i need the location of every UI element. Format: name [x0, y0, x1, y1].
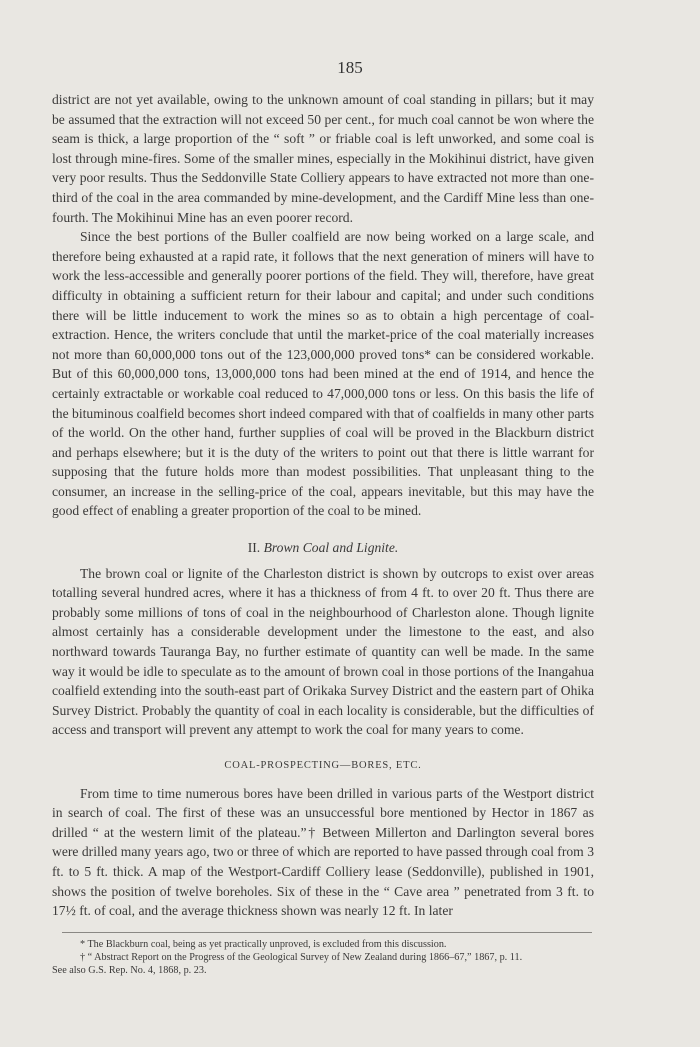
paragraph-1: district are not yet available, owing to the unknown amount of coal standing in pillars; but it may be assumed that the extraction will not exceed 50 per cent., for much coal cannot be won where the seam is thick, a large proportion of the “ soft ” or friable coal is left unworked, and some coal is lost through mine-fires. Some of the smaller mines, especially in the Mokihinui district, have given very poor results. Thus the Seddonville State Colliery appears to have extracted not more than one-third of the coal in the area commanded by mine-development, and the Cardiff Mine less than one-fourth. The Mokihinui Mine has an even poorer record.	[52, 92, 594, 225]
page-number: 185	[337, 58, 363, 77]
subsection-heading: COAL-PROSPECTING—BORES, ETC.	[224, 760, 422, 771]
footnote-divider	[62, 932, 592, 933]
section-number: II.	[247, 540, 261, 556]
paragraph-2: Since the best portions of the Buller coalfield are now being worked on a large scale, and therefore being exhausted at a rapid rate, it follows that the next generation of miners will have to work the less-accessible and generally poorer portions of the field. They will, therefore, have great difficulty in obtaining a sufficient return for their labour and capital; and under such conditions there will be little inducement to work the mines so as to obtain a high percentage of coal-extraction. Hence, the writers conclude that until the market-price of the coal materially increases not more than 60,000,000 tons out of the 123,000,000 proved tons* can be considered workable. But of this 60,000,000 tons, 13,000,000 tons had been mined at the end of 1914, and hence the certainly extractable or workable coal reduced to 47,000,000 tons or less. On this basis the life of the bituminous coalfield becomes short indeed compared with that of coalfields in many other parts of the world. On the other hand, further supplies of coal will be proved in the Blackburn district and perhaps elsewhere; but it is the duty of the writers to point out that there is little warrant for supposing that the future holds more than modest possibilities. That unpleasant thing to the consumer, an increase in the selling-price of the coal, appears inevitable, but this may have the good effect of enabling a greater proportion of the coal to be mined.	[52, 229, 594, 519]
paragraph-4: From time to time numerous bores have been drilled in various parts of the Westport district in search of coal. The first of these was an unsuccessful bore mentioned by Hector in 1867 as drilled “ at the western limit of the plateau.”† Between Millerton and Darlington several bores were drilled many years ago, two or three of which are reported to have passed through coal from 3 ft. to 5 ft. thick. A map of the Westport-Cardiff Colliery lease (Seddonville), published in 1901, shows the position of twelve boreholes. Six of these in the “ Cave area ” penetrated from 3 ft. to 17½ ft. of coal, and the average thickness shown was nearly 12 ft. In later	[52, 785, 594, 919]
paragraph-3: The brown coal or lignite of the Charleston district is shown by outcrops to exist over areas totalling several hundred acres, where it has a thickness of from 4 ft. to over 20 ft. Thus there are probably some millions of tons of coal in the neighbourhood of Charleston alone. Though lignite almost certainly has a considerable development under the limestone to the east, and also northward towards Tauranga Bay, no further estimate of quantity can well be made. In the same way it would be idle to speculate as to the amount of brown coal in those portions of the Inangahua coalfield extending into the south-east part of Orikaka Survey District and the eastern part of Ohika Survey District. Probably the quantity of coal in each locality is considerable, but the difficulties of access and transport will prevent any attempt to work the coal for many years to come.	[52, 565, 594, 738]
footnote-3: See also G.S. Rep. No. 4, 1868, p. 23.	[52, 965, 207, 976]
body-text	[52, 90, 594, 921]
section-heading	[52, 538, 594, 558]
section-title: Brown Coal and Lignite.	[263, 540, 399, 556]
footnotes	[52, 938, 594, 977]
footnote-1: * The Blackburn coal, being as yet practically unproved, is excluded from this discussion.	[80, 939, 447, 950]
footnote-2: † “ Abstract Report on the Progress of the Geological Survey of New Zealand during 1866–67,” 1867, p. 11.	[80, 952, 523, 963]
